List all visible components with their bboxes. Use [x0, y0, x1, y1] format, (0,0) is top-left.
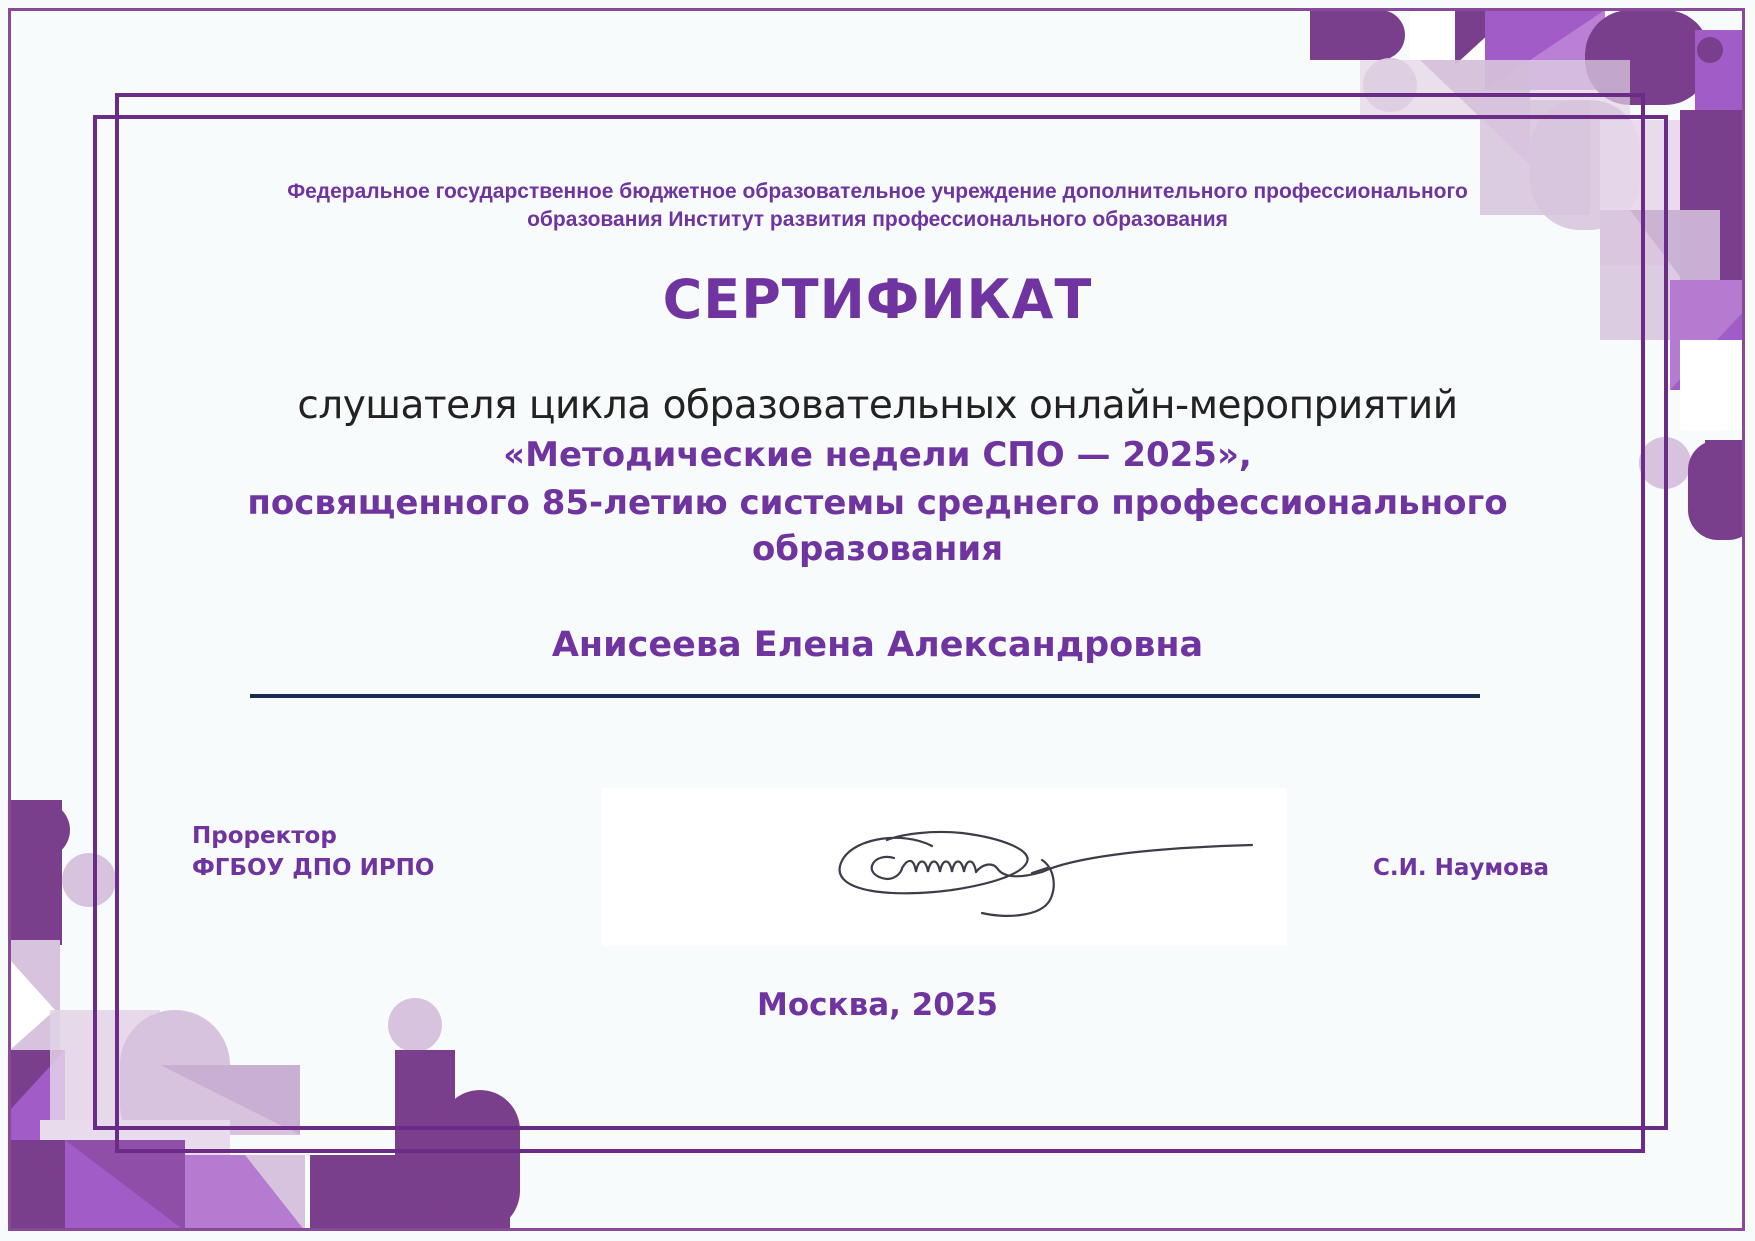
certificate-title: СЕРТИФИКАТ — [662, 268, 1093, 331]
signer-role-line-1: Проректор — [192, 823, 337, 849]
name-underline — [250, 694, 1480, 698]
place-and-year: Москва, 2025 — [757, 987, 998, 1023]
organization-line-2: образования Институт развития профессионального образования — [527, 208, 1228, 231]
signer-role-line-2: ФГБОУ ДПО ИРПО — [192, 855, 435, 881]
handwritten-signature — [602, 788, 1287, 946]
event-dedication: посвященного 85-летию системы среднего профессионального образования — [247, 483, 1508, 569]
organization-name — [170, 178, 1585, 234]
signer-role — [192, 820, 435, 884]
event-name: «Методические недели СПО — 2025», — [503, 435, 1252, 475]
signature-image — [602, 788, 1287, 946]
recipient-name: Анисеева Елена Александровна — [551, 625, 1204, 665]
signer-name: С.И. Наумова — [1373, 855, 1550, 881]
certificate-subtitle: слушателя цикла образовательных онлайн-мероприятий — [297, 383, 1458, 428]
organization-line-1: Федеральное государственное бюджетное образовательное учреждение дополнительного профессионального — [287, 180, 1468, 203]
